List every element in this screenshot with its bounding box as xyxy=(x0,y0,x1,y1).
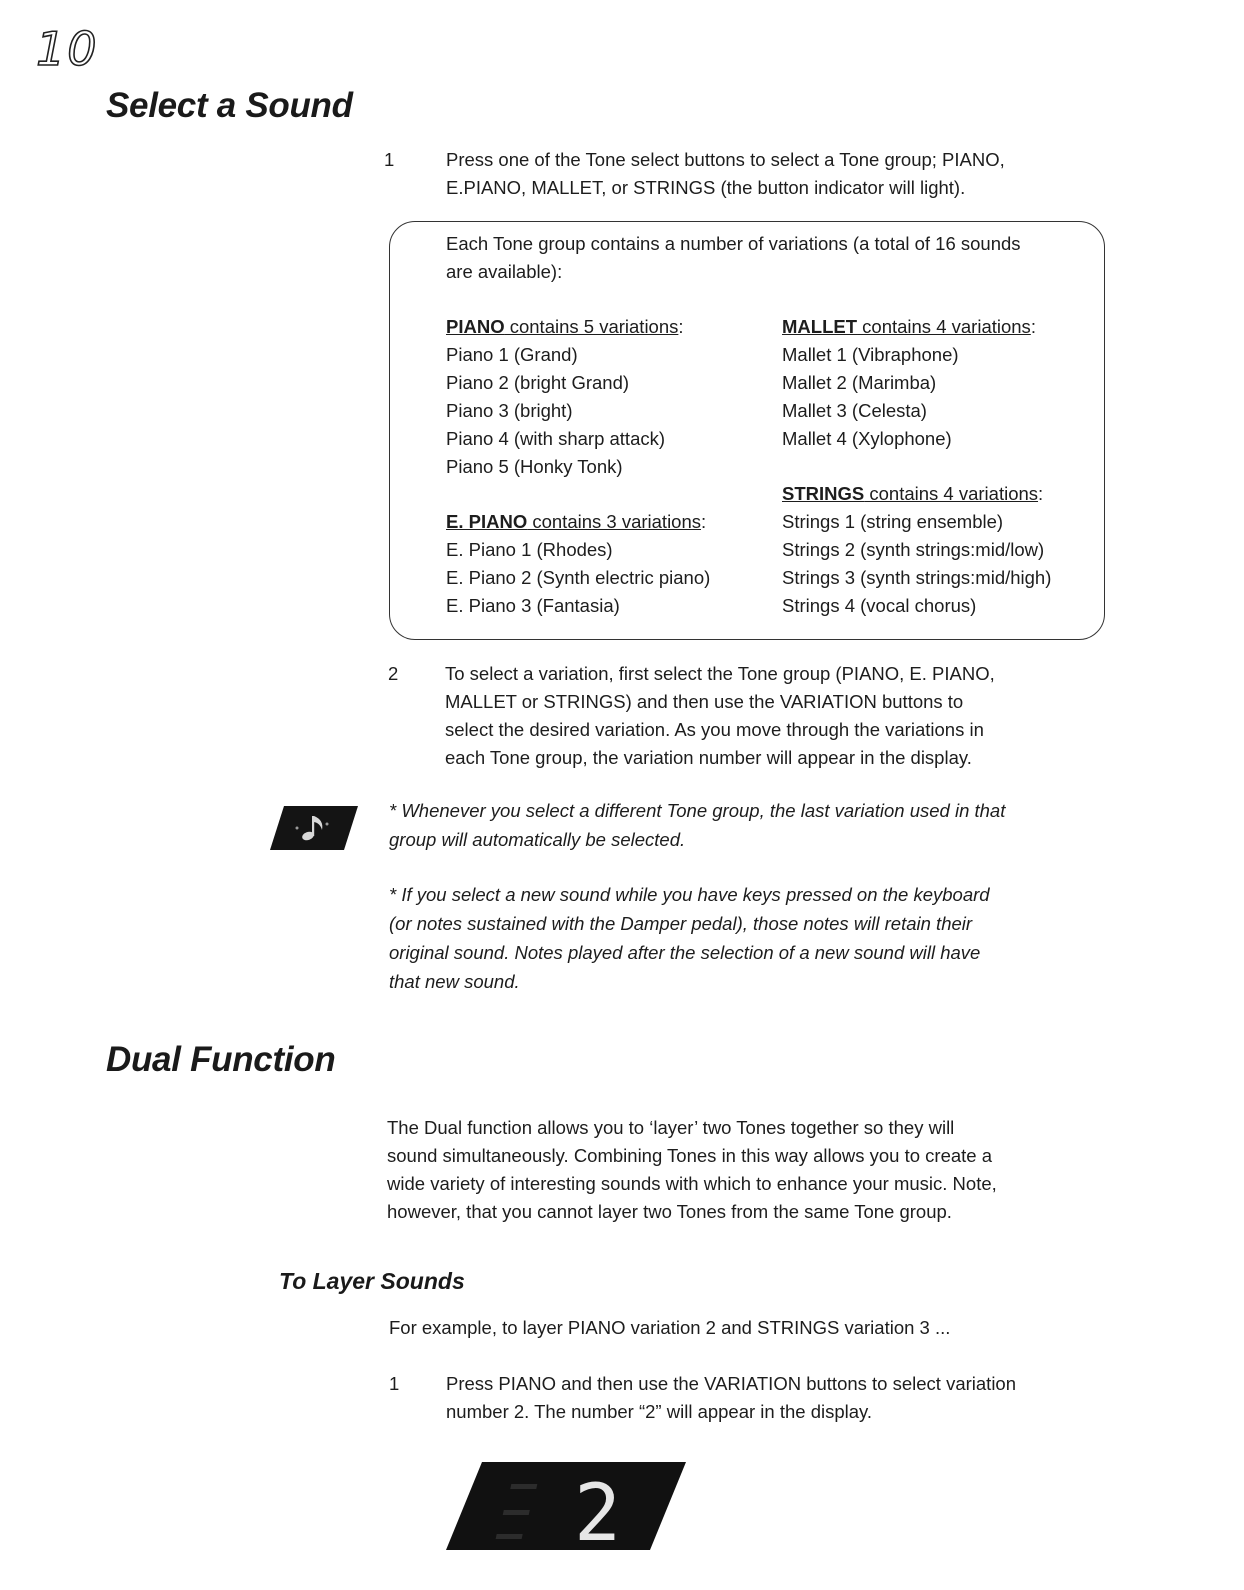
text-line: (or notes sustained with the Damper pedal), those notes will retain their xyxy=(389,913,973,934)
step-number: 2 xyxy=(388,663,399,684)
piano-heading: PIANO contains 5 variations: xyxy=(446,316,684,337)
text-line: each Tone group, the variation number will appear in the display. xyxy=(445,747,972,768)
list-item: Piano 5 (Honky Tonk) xyxy=(446,456,623,477)
text-line: group will automatically be selected. xyxy=(389,829,686,850)
strings-heading: STRINGS contains 4 variations: xyxy=(782,483,1044,504)
list-item: Piano 3 (bright) xyxy=(446,400,573,421)
list-item: Piano 4 (with sharp attack) xyxy=(446,428,666,449)
dual-intro xyxy=(387,1114,1087,1226)
text-line: * Whenever you select a different Tone group, the last variation used in that xyxy=(389,800,1006,821)
text-line: The Dual function allows you to ‘layer’ two Tones together so they will xyxy=(387,1117,955,1138)
text-line: sound simultaneously. Combining Tones in this way allows you to create a xyxy=(387,1145,992,1166)
list-item: Mallet 1 (Vibraphone) xyxy=(782,344,959,365)
group-name: E. PIANO xyxy=(446,511,528,532)
text-line: Each Tone group contains a number of variations (a total of 16 sounds xyxy=(446,233,1021,254)
group-heading-rest: contains 4 variations xyxy=(857,316,1031,337)
text-line: number 2. The number “2” will appear in the display. xyxy=(446,1401,873,1422)
note-1 xyxy=(389,796,1099,854)
box-intro xyxy=(446,230,1096,286)
epiano-heading: E. PIANO contains 3 variations: xyxy=(446,511,707,532)
group-name: MALLET xyxy=(782,316,858,337)
example-text: For example, to layer PIANO variation 2 and STRINGS variation 3 ... xyxy=(389,1317,951,1338)
list-item: Strings 4 (vocal chorus) xyxy=(782,595,977,616)
step-number: 1 xyxy=(384,149,395,170)
section-title-select-sound: Select a Sound xyxy=(106,86,353,125)
mallet-heading: MALLET contains 4 variations: xyxy=(782,316,1036,337)
text-line: Press one of the Tone select buttons to select a Tone group; PIANO, xyxy=(446,149,1005,170)
variations-right-column xyxy=(782,313,1100,620)
text-line: E.PIANO, MALLET, or STRINGS (the button indicator will light). xyxy=(446,177,966,198)
list-item: Strings 2 (synth strings:mid/low) xyxy=(782,539,1045,560)
group-heading-rest: contains 3 variations xyxy=(527,511,702,532)
list-item: Piano 2 (bright Grand) xyxy=(446,372,630,393)
variation-display xyxy=(446,1462,686,1550)
variations-left-column xyxy=(446,313,776,620)
list-item: Piano 1 (Grand) xyxy=(446,344,578,365)
group-name: STRINGS xyxy=(782,483,865,504)
text-line: MALLET or STRINGS) and then use the VARIATION buttons to xyxy=(445,691,964,712)
group-heading-rest: contains 4 variations xyxy=(864,483,1039,504)
step1-text xyxy=(446,146,1106,202)
text-line: that new sound. xyxy=(389,971,520,992)
text-line: * If you select a new sound while you have keys pressed on the keyboard xyxy=(389,884,990,905)
page-number: 10 xyxy=(36,22,99,76)
text-line: wide variety of interesting sounds with which to enhance your music. Note, xyxy=(387,1173,997,1194)
list-item: E. Piano 3 (Fantasia) xyxy=(446,595,620,616)
step2-text xyxy=(445,660,1105,772)
display-digit: 2 xyxy=(574,1469,621,1550)
text-line: Press PIANO and then use the VARIATION buttons to select variation xyxy=(446,1373,1017,1394)
list-item: Mallet 3 (Celesta) xyxy=(782,400,927,421)
list-item: Mallet 4 (Xylophone) xyxy=(782,428,952,449)
section-title-dual-function: Dual Function xyxy=(106,1040,336,1079)
dual-step1-text xyxy=(446,1370,1106,1426)
note-2 xyxy=(389,880,1099,996)
step-number: 1 xyxy=(389,1373,400,1394)
music-note-icon xyxy=(270,806,358,850)
text-line: original sound. Notes played after the selection of a new sound will have xyxy=(389,942,981,963)
subsection-title-layer-sounds: To Layer Sounds xyxy=(279,1268,465,1294)
text-line: To select a variation, first select the Tone group (PIANO, E. PIANO, xyxy=(445,663,995,684)
text-line: select the desired variation. As you move through the variations in xyxy=(445,719,984,740)
list-item: E. Piano 2 (Synth electric piano) xyxy=(446,567,711,588)
list-item: Strings 3 (synth strings:mid/high) xyxy=(782,567,1052,588)
list-item: Mallet 2 (Marimba) xyxy=(782,372,937,393)
list-item: Strings 1 (string ensemble) xyxy=(782,511,1004,532)
text-line: are available): xyxy=(446,261,563,282)
list-item: E. Piano 1 (Rhodes) xyxy=(446,539,613,560)
text-line: however, that you cannot layer two Tones from the same Tone group. xyxy=(387,1201,952,1222)
group-name: PIANO xyxy=(446,316,505,337)
group-heading-rest: contains 5 variations xyxy=(504,316,679,337)
